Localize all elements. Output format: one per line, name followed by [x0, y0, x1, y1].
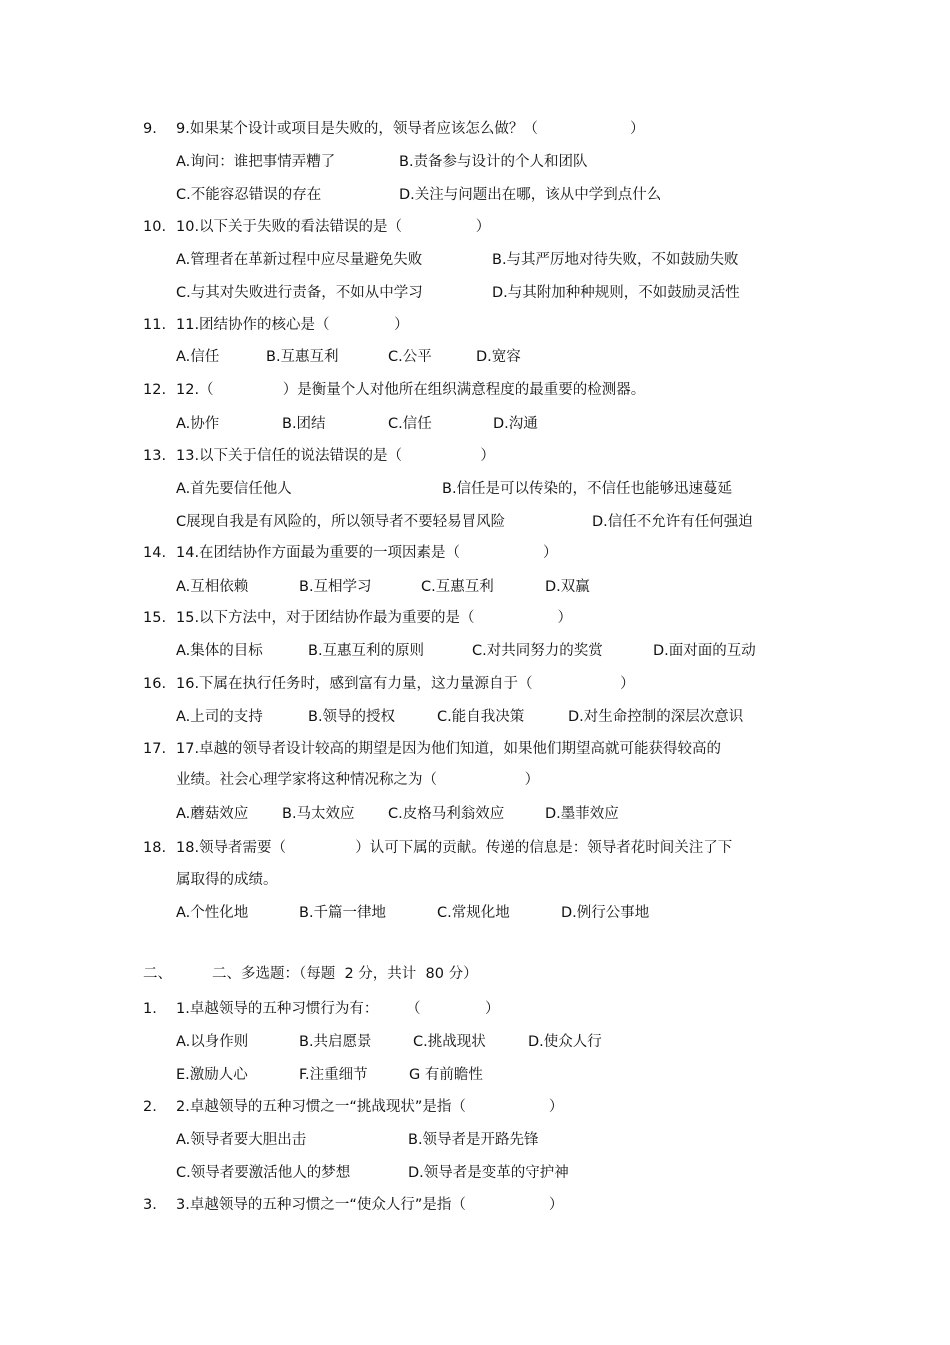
- option: B.千篇一律地: [299, 905, 387, 921]
- option: C.挑战现状: [413, 1034, 486, 1050]
- question-stem: 1.卓越领导的五种习惯行为有： （ ）: [176, 1001, 500, 1017]
- option: D.使众人行: [528, 1034, 602, 1050]
- option: C.常规化地: [437, 905, 510, 921]
- question-number: 16.: [143, 676, 167, 692]
- section-title: 二、多选题：（每题 2 分，共计 80 分）: [212, 966, 478, 982]
- option: C展现自我是有风险的，所以领导者不要轻易冒风险: [176, 514, 506, 530]
- question-number: 2.: [143, 1099, 157, 1115]
- question-stem: 16.下属在执行任务时，感到富有力量，这力量源自于（ ）: [176, 676, 635, 692]
- question-number: 15.: [143, 610, 167, 626]
- option: D.对生命控制的深层次意识: [568, 709, 744, 725]
- option: B.互相学习: [299, 579, 372, 595]
- question-stem: 18.领导者需要（ ）认可下属的贡献。传递的信息是：领导者花时间关注了下: [176, 840, 733, 856]
- question-stem: 14.在团结协作方面最为重要的一项因素是（ ）: [176, 545, 558, 561]
- section-number: 二、: [143, 966, 172, 982]
- option: G 有前瞻性: [409, 1067, 483, 1083]
- question-number: 13.: [143, 448, 167, 464]
- option: B.共启愿景: [299, 1034, 372, 1050]
- question-stem: 15.以下方法中，对于团结协作最为重要的是（ ）: [176, 610, 573, 626]
- option: A.蘑菇效应: [176, 806, 249, 822]
- option: C.领导者要激活他人的梦想: [176, 1165, 351, 1181]
- question-stem-continued: 属取得的成绩。: [176, 872, 278, 888]
- option: C.不能容忍错误的存在: [176, 187, 322, 203]
- option: D.双赢: [545, 579, 590, 595]
- option: D.信任不允许有任何强迫: [592, 514, 753, 530]
- question-number: 18.: [143, 840, 167, 856]
- option: C.公平: [388, 349, 432, 365]
- question-stem: 3.卓越领导的五种习惯之一“使众人行”是指（ ）: [176, 1197, 564, 1213]
- option: E.激励人心: [176, 1067, 248, 1083]
- option: B.团结: [282, 416, 326, 432]
- question-number: 9.: [143, 121, 157, 137]
- question-number: 14.: [143, 545, 167, 561]
- option: A.互相依赖: [176, 579, 249, 595]
- option: A.集体的目标: [176, 643, 263, 659]
- option: A.信任: [176, 349, 220, 365]
- question-stem: 11.团结协作的核心是（ ）: [176, 317, 409, 333]
- question-number: 12.: [143, 382, 167, 398]
- question-number: 11.: [143, 317, 167, 333]
- question-number: 10.: [143, 219, 167, 235]
- option: D.领导者是变革的守护神: [408, 1165, 569, 1181]
- question-number: 1.: [143, 1001, 157, 1017]
- question-stem-continued: 业绩。社会心理学家将这种情况称之为（ ）: [176, 772, 540, 788]
- question-stem: 12.（ ）是衡量个人对他所在组织满意程度的最重要的检测器。: [176, 382, 646, 398]
- question-stem: 17.卓越的领导者设计较高的期望是因为他们知道，如果他们期望高就可能获得较高的: [176, 741, 722, 757]
- question-number: 17.: [143, 741, 167, 757]
- option: A.以身作则: [176, 1034, 249, 1050]
- option: B.互惠互利的原则: [308, 643, 425, 659]
- option: B.信任是可以传染的，不信任也能够迅速蔓延: [442, 481, 733, 497]
- question-number: 3.: [143, 1197, 157, 1213]
- option: C.对共同努力的奖赏: [472, 643, 603, 659]
- question-stem: 2.卓越领导的五种习惯之一“挑战现状”是指（ ）: [176, 1099, 564, 1115]
- option: B.与其严厉地对待失败，不如鼓励失败: [492, 252, 739, 268]
- option: B.领导的授权: [308, 709, 396, 725]
- question-stem: 10.以下关于失败的看法错误的是（ ）: [176, 219, 491, 235]
- option: A.个性化地: [176, 905, 249, 921]
- option: A.首先要信任他人: [176, 481, 292, 497]
- option: C.皮格马利翁效应: [388, 806, 505, 822]
- option: B.责备参与设计的个人和团队: [399, 154, 588, 170]
- option: D.墨菲效应: [545, 806, 619, 822]
- option: B.马太效应: [282, 806, 355, 822]
- option: B.领导者是开路先锋: [408, 1132, 539, 1148]
- option: A.询问：谁把事情弄糟了: [176, 154, 336, 170]
- option: F.注重细节: [299, 1067, 368, 1083]
- option: B.互惠互利: [266, 349, 339, 365]
- option: D.例行公事地: [561, 905, 650, 921]
- question-stem: 13.以下关于信任的说法错误的是（ ）: [176, 448, 495, 464]
- option: A.管理者在革新过程中应尽量避免失败: [176, 252, 423, 268]
- option: A.领导者要大胆出击: [176, 1132, 307, 1148]
- question-stem: 9.如果某个设计或项目是失败的，领导者应该怎么做？（ ）: [176, 121, 645, 137]
- option: D.宽容: [476, 349, 521, 365]
- option: C.能自我决策: [437, 709, 525, 725]
- option: C.互惠互利: [421, 579, 494, 595]
- option: D.关注与问题出在哪，该从中学到点什么: [399, 187, 662, 203]
- option: C.信任: [388, 416, 432, 432]
- option: D.与其附加种种规则，不如鼓励灵活性: [492, 285, 740, 301]
- option: A.上司的支持: [176, 709, 263, 725]
- option: C.与其对失败进行责备，不如从中学习: [176, 285, 423, 301]
- option: A.协作: [176, 416, 220, 432]
- option: D.面对面的互动: [653, 643, 756, 659]
- option: D.沟通: [493, 416, 538, 432]
